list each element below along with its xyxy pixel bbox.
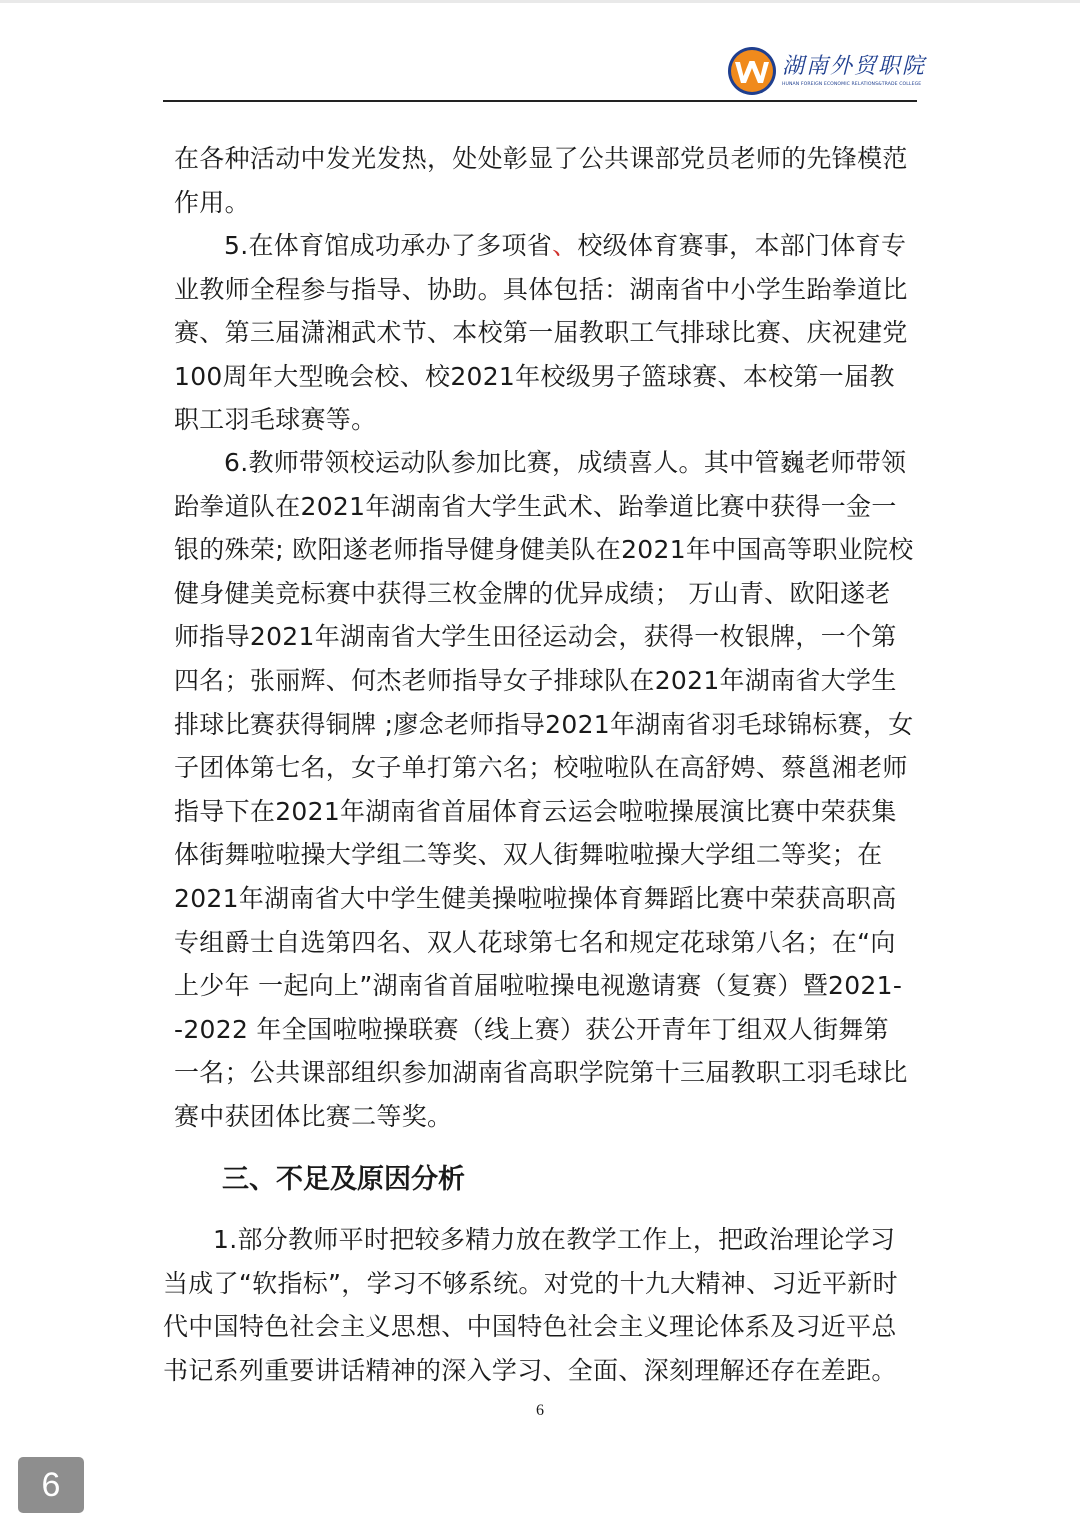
page-number: 6 — [536, 1402, 544, 1419]
college-logo — [726, 46, 927, 96]
paragraph-2-rest: 校级体育赛事，本部门体育专业教师全程参与指导、协助。具体包括：湖南省中小学生跆拳道比赛、第三届潇湘武术节、本校第一届教职工气排球比赛、庆祝建党100周年大型晚会校、校2021年校级男子篮球赛、本校第一届教职工羽毛球赛等。 — [174, 231, 908, 435]
header-rule — [163, 100, 917, 102]
paragraph-2-start: 5.在体育馆成功承办了多项省 — [224, 231, 553, 260]
page-indicator-badge[interactable]: 6 — [18, 1457, 84, 1513]
paragraph-2 — [174, 224, 914, 442]
paragraph-2-red-mark: 、 — [552, 231, 578, 260]
paragraph-3: 6.教师带领校运动队参加比赛，成绩喜人。其中管巍老师带领跆拳道队在2021年湖南省大学生武术、跆拳道比赛中获得一金一银的殊荣; 欧阳遂老师指导健身健美队在2021年中国高等职业院校健身健美竞标赛中获得三枚金牌的优异成绩； 万山青、欧阳遂老师指导2021年湖南省大学生田径运动会，获得一枚银牌，一个第四名；张丽辉、何杰老师指导女子排球队在2021年湖南省大学生排球比赛获得铜牌 ;廖念老师指导2021年湖南省羽毛球锦标赛，女子团体第七名，女子单打第六名；校啦啦队在高舒娉、蔡邕湘老师指导下在2021年湖南省首届体育云运会啦啦操展演比赛中荣获集体街舞啦啦操大学组二等奖、双人街舞啦啦操大学组二等奖；在2021年湖南省大中学生健美操啦啦操体育舞蹈比赛中荣获高职高专组爵士自选第四名、双人花球第七名和规定花球第八名；在“向上少年 一起向上”湖南省首届啦啦操电视邀请赛（复赛）暨2021--2022 年全国啦啦操联赛（线上赛）获公开青年丁组双人街舞第一名；公共课部组织参加湖南省高职学院第十三届教职工羽毛球比赛中获团体比赛二等奖。 — [174, 448, 914, 1131]
paragraph-1: 在各种活动中发光发热，处处彰显了公共课部党员老师的先锋模范作用。 — [174, 144, 908, 217]
viewer-top-border — [0, 0, 1080, 3]
college-emblem-icon — [726, 46, 778, 96]
section-heading: 三、不足及原因分析 — [222, 1164, 465, 1195]
paragraph-4: 1.部分教师平时把较多精力放在教学工作上，把政治理论学习当成了“软指标”，学习不够系统。对党的十九大精神、习近平新时代中国特色社会主义思想、中国特色社会主义理论体系及习近平总书记系列重要讲话精神的深入学习、全面、深刻理解还存在差距。 — [163, 1225, 898, 1385]
logo-subtitle: HUNAN FOREIGN ECONOMIC RELATIONS&TRADE COLLEGE — [782, 82, 922, 87]
logo-name: 湖南外贸职院 — [782, 54, 927, 79]
